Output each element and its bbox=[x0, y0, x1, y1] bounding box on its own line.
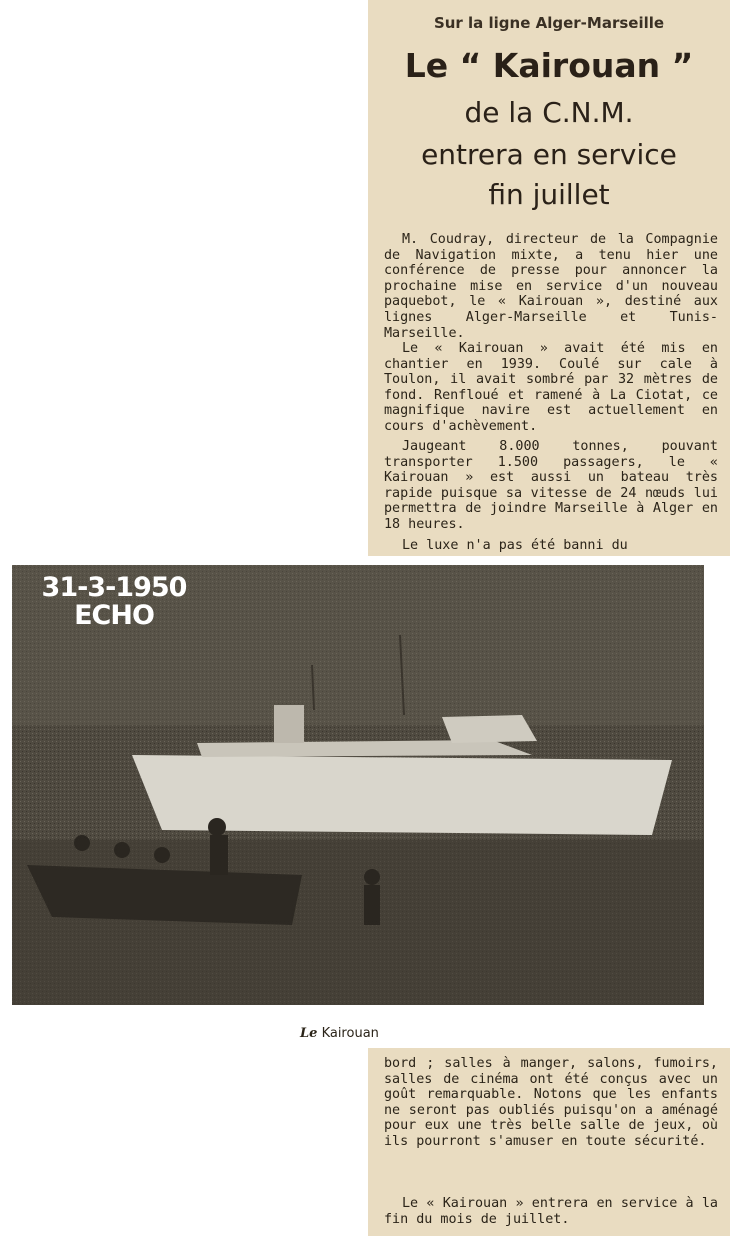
article-paragraph-6: Le « Kairouan » entrera en service à la fin du mois de juillet. bbox=[384, 1196, 718, 1227]
caption-prefix: Le bbox=[300, 1026, 318, 1041]
ship-photo bbox=[12, 565, 704, 1005]
article-top-column bbox=[368, 0, 730, 556]
article-bottom-column bbox=[368, 1048, 730, 1236]
stamp-date: 31-3-1950 bbox=[41, 572, 187, 603]
article-paragraph-4: Le luxe n'a pas été banni du bbox=[402, 538, 628, 553]
headline-line-2: de la C.N.M. bbox=[464, 96, 634, 129]
headline-line-4: fin juillet bbox=[488, 178, 610, 211]
ship-photo-illustration bbox=[12, 565, 704, 1005]
article-paragraph-2: Le « Kairouan » avait été mis en chantier en 1939. Coulé sur cale à Toulon, il avait sombré par 32 mètres de fond. Renfloué et ramené à La Ciotat, ce magnifique navire est actuellement en cours d'achèvement. bbox=[384, 341, 718, 434]
article-paragraph-1: M. Coudray, directeur de la Compagnie de Navigation mixte, a tenu hier une conférence de presse pour annoncer la prochaine mise en service d'un nouveau paquebot, le « Kairouan », destiné aux lignes Alger-Marseille et Tunis-Marseille. bbox=[384, 232, 718, 341]
article-kicker: Sur la ligne Alger-Marseille bbox=[433, 14, 665, 32]
archive-stamp bbox=[40, 574, 188, 630]
photo-caption bbox=[300, 1026, 379, 1041]
ship-bridge bbox=[442, 715, 537, 743]
article-paragraph-3: Jaugeant 8.000 tonnes, pouvant transporter 1.500 passagers, le « Kairouan » est aussi un bateau très rapide puisque sa vitesse de 24 nœuds lui permettra de joindre Marseille à Alger en 18 heures. bbox=[384, 439, 718, 532]
caption-name: Kairouan bbox=[321, 1026, 379, 1041]
stamp-source: ECHO bbox=[74, 600, 154, 631]
headline-line-3: entrera en service bbox=[421, 138, 677, 171]
launch-boat bbox=[27, 865, 302, 925]
headline-line-1: Le “ Kairouan ” bbox=[404, 46, 694, 85]
ship-superstructure bbox=[197, 740, 532, 757]
ship-funnel bbox=[274, 705, 304, 743]
article-paragraph-5: bord ; salles à manger, salons, fumoirs, salles de cinéma ont été conçus avec un goût remarquable. Notons que les enfants ne seront pas oubliés puisqu'on a aménagé pour eux une très belle salle de jeux, où ils pourront s'amuser en toute sécurité. bbox=[384, 1056, 718, 1149]
